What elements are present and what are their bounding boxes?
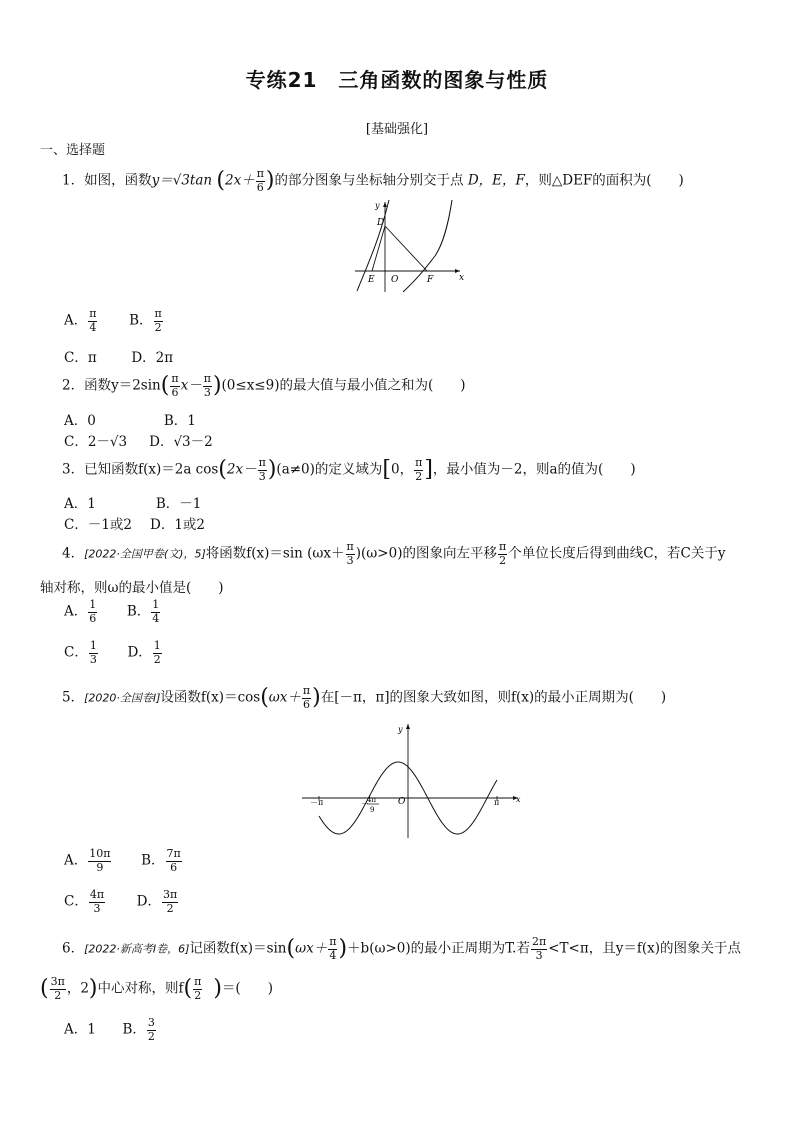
label-F: F (427, 275, 434, 285)
y-axis-arrow (406, 724, 410, 729)
triangle-side-DF (385, 226, 427, 271)
cos-graph (298, 720, 526, 842)
label-neg-pi: －π (310, 798, 324, 807)
q1-options-row1: A． $\frac{\pi}{4}$ B． $\frac{\pi}{2}$ (64, 307, 162, 334)
question-3: 3．已知函数f(x)＝2a cos(2x－ $\frac{\pi}{3}$ )(a≠0)的定义域为[0， $\frac{\pi}{2}$ ]，最小值为－2，则a的值为( ) (62, 456, 636, 483)
tan-graph (345, 196, 470, 296)
label-minus: － (361, 799, 369, 808)
q4-options-row1: A． $\frac{1}{6}$ B． $\frac{1}{4}$ (64, 598, 160, 625)
q4-options-row2: C． $\frac{1}{3}$ D． $\frac{1}{2}$ (64, 639, 161, 666)
label-y: y (375, 201, 380, 210)
label-O: O (391, 275, 399, 285)
question-4: 4．[2022·全国甲卷(文)，5]将函数f(x)＝sin (ωx＋ $\frac{\pi}{3}$ )(ω>0)的图象向左平移 $\frac{\pi}{2}$ 个单位长度后得到曲线C，若C关于y (62, 540, 726, 567)
question-5: 5．[2020·全国卷Ⅰ]设函数f(x)＝cos(ωx＋ $\frac{\pi}{6}$ )在[－π，π]的图象大致如图，则f(x)的最小正周期为( ) (62, 684, 667, 711)
q1-options-row2: C．π D．2π (64, 350, 174, 366)
question-1: 1．如图，函数y＝√3tan (2x＋ $\frac{\pi}{6}$ )的部分图象与坐标轴分别交于点 D，E，F，则△DEF的面积为( ) (62, 167, 684, 194)
question-4-line2: 轴对称，则ω的最小值是( ) (40, 580, 224, 596)
q2-options-row2: C．2－√3 D．√3－2 (64, 434, 213, 450)
question-6: 6．[2022·新高考Ⅰ卷，6]记函数f(x)＝sin(ωx＋ $\frac{\pi}{4}$ )＋b(ω>0)的最小正周期为T.若 $\frac{2\pi}{3}$ <T<π，且y＝f(x)的图象关于点 (62, 935, 741, 962)
section-heading: 一、选择题 (40, 143, 106, 158)
q6-options-row1: A．1 B． $\frac{3}{2}$ (64, 1016, 155, 1043)
q5-options-row2: C． $\frac{4\pi}{3}$ D． $\frac{3\pi}{2}$ (64, 888, 178, 915)
label-x: x (516, 795, 521, 804)
q3-options-row1: A．1 B．－1 (64, 496, 202, 512)
question-2: 2．函数y＝2sin( $\frac{\pi}{6}$ x－ $\frac{\pi}{3}$ )(0≤x≤9)的最大值与最小值之和为( ) (62, 372, 466, 399)
label-D: D (377, 218, 385, 228)
q3-options-row2: C．－1或2 D．1或2 (64, 517, 206, 533)
label-E: E (368, 275, 375, 285)
page-title: 专练21 三角函数的图象与性质 (245, 68, 549, 92)
label-9: 9 (370, 806, 375, 814)
q2-options-row1: A．0 B．1 (64, 413, 196, 429)
label-pi: π (494, 798, 500, 807)
label-O: O (398, 797, 406, 807)
question-6-line2: ( $\frac{3\pi}{2}$ ，2)中心对称，则f( $\frac{\pi}{2}$ )＝( ) (40, 975, 273, 1002)
label-4pi: 4π (367, 796, 377, 804)
q5-options-row1: A． $\frac{10\pi}{9}$ B． $\frac{7\pi}{6}$ (64, 847, 181, 874)
y-axis-arrow (383, 202, 387, 207)
section-subtitle: [基础强化] (365, 122, 429, 137)
label-y: y (398, 725, 403, 734)
label-x: x (459, 273, 465, 283)
